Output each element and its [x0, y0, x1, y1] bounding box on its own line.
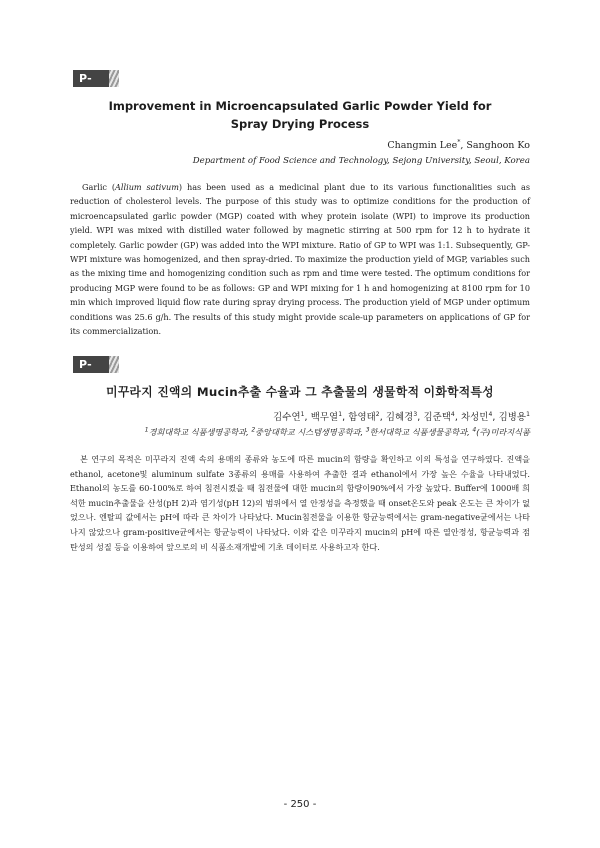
author-mark: 3 — [413, 410, 418, 418]
badge-label: P-28 — [73, 356, 109, 373]
author-name: Sanghoon Ko — [466, 140, 530, 151]
affiliation-mark: 4 — [472, 426, 477, 434]
abstract-body-ko: 본 연구의 목적은 미꾸라지 진액 속의 용매의 종류와 농도에 따른 mucin의 함량을 확인하고 이의 특성을 연구하였다. 진액을 ethanol, acetone및 aluminum sulfate 3종류의 용매를 사용하여 추출한 결과 ethanol에서 가장 높은 수율을 나타내었다. Ethanol의 농도를 60-100%로 하여 침전시켰을 때 침전물에 대한 mucin의 함량이90%에서 가장 높았다. Buffer에 1000배 희석한 mucin추출물을 산성(pH 2)과 염기성(pH 12)의 범위에서 열 안정성을 측정했을 때 onset온도와 peak 온도는 큰 차이가 없었으나. 엔탈피 값에서는 pH에 따라 큰 차이가 나타났다. Mucin침전물을 이용한 항균능력에서는 gram-negative균에서는 나타나지 않았으나 gram-positive균에서는 항균능력이 나타났다. 이와 같은 미꾸라지 mucin의 pH에 따른 열안정성, 항균능력과 점탄성의 성질 등을 이용하여 앞으로의 비 식품소재개발에 기초 데이터로 사용하고자 한다. — [70, 454, 530, 552]
author-name: 차성민 — [461, 412, 489, 423]
author-separator: , — [342, 412, 349, 423]
author-separator: , — [304, 412, 311, 423]
author-name: 김수연 — [273, 412, 301, 423]
author-mark: 1 — [526, 410, 530, 418]
author-mark: 1 — [300, 410, 305, 418]
author-separator: , — [492, 412, 499, 423]
author-name: 김혜경 — [385, 412, 414, 423]
author-separator: , — [454, 412, 462, 423]
author-name: Changmin Lee — [387, 140, 458, 151]
author-list-ko — [273, 409, 530, 423]
badge-stripes — [109, 70, 119, 87]
affiliation-mark: 2 — [251, 426, 256, 434]
author-separator: , — [460, 140, 467, 151]
badge-stripes — [109, 356, 119, 373]
body-text: ) has been used as a medicinal plant due to its various functionalities such as reduction of cholesterol levels. The purpose of this study was to optimize conditions for the production of microencapsulated garlic powder (MGP) coated with whey protein isolate (WPI) to improve its production yield. WPI was mixed with distilled water followed by magnetic stirring at 500 rpm for 12 h to hydrate it completely. Garlic powder (GP) was added into the WPI mixture. Ratio of GP to WPI was 1:1. Subsequently, GP-WPI mixture was homogenized, and then spray-dried. To maximize the production yield of MGP, variables such as the mixing time and homogenizing condition such as rpm and time were tested. The optimum conditions for producing MGP were found to be as follows: GP and WPI mixing for 1 h and homogenizing at 8100 rpm for 10 min which improved liquid flow rate during spray drying process. The production yield of MGP under optimum conditions was 25.6 g/h. The results of this study might provide scale-up parameters on applications of GP for its commercialization. — [70, 182, 531, 337]
author-separator: , — [417, 412, 424, 423]
title-line-1: Improvement in Microencapsulated Garlic Powder Yield for — [108, 99, 492, 113]
affiliation-text: 중앙대학교 시스템생명공학과, — [255, 427, 366, 437]
abstract-title-en — [70, 97, 530, 133]
author-name: 김준택 — [423, 412, 451, 423]
author-mark: * — [457, 138, 461, 146]
author-name: 백무열 — [310, 412, 339, 423]
abstract-title-ko: 미꾸라지 진액의 Mucin추출 수율과 그 추출물의 생물학적 이화학적특성 — [106, 385, 494, 399]
species-name: Allium sativum — [115, 182, 179, 192]
author-separator: , — [379, 412, 386, 423]
abstract-body-en — [70, 180, 530, 338]
author-mark: 1 — [338, 410, 343, 418]
affiliation-mark: 3 — [365, 426, 370, 434]
body-text: Garlic ( — [82, 182, 116, 192]
abstract-badge-p28 — [73, 356, 119, 388]
author-list-en — [387, 140, 530, 151]
affiliation-mark: 1 — [144, 426, 149, 434]
page-number: - 250 - — [283, 799, 317, 810]
author-mark: 4 — [488, 410, 493, 418]
abstract-badge-p27 — [73, 70, 119, 102]
author-mark: 4 — [450, 410, 455, 418]
affiliation-text: 경희대학교 식품생명공학과, — [148, 427, 252, 437]
affiliation-en: Department of Food Science and Technology, Sejong University, Seoul, Korea — [192, 156, 530, 166]
affiliation-text: 한서대학교 식품생물공학과, — [369, 427, 473, 437]
affiliation-ko — [145, 427, 530, 438]
author-name: 함영태 — [348, 412, 376, 423]
title-line-2: Spray Drying Process — [230, 117, 370, 131]
author-mark: 2 — [375, 410, 380, 418]
author-name: 김병용 — [498, 412, 527, 423]
badge-label: P-27 — [73, 70, 109, 87]
affiliation-text: (주)미라지식품 — [476, 427, 530, 437]
